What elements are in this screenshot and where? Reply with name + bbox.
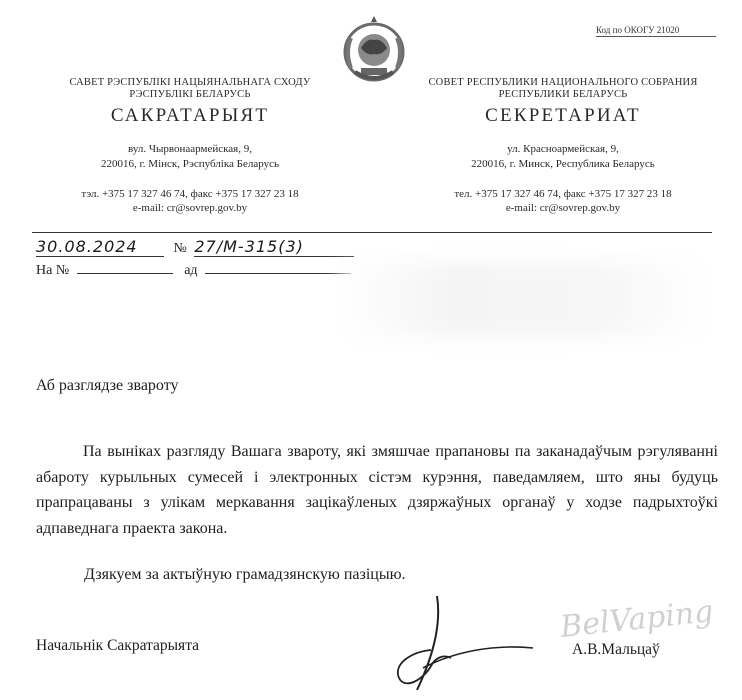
- header-belarusian: [40, 77, 340, 215]
- number-label: №: [173, 241, 187, 256]
- secretariat-title-be: САКРАТАРЫЯТ: [110, 105, 270, 126]
- contacts-be: тэл. +375 17 327 46 74, факс +375 17 327 23 18 e-mail: cr@sovrep.gov.by: [81, 188, 299, 214]
- watermark: BelVaping: [558, 594, 715, 645]
- okogu-code: Код по ОКОГУ 21020: [596, 25, 716, 37]
- org-name-be: САВЕТ РЭСПУБЛІКІ НАЦЫЯНАЛЬНАГА СХОДУ РЭСПУБЛІКІ БЕЛАРУСЬ: [69, 77, 311, 100]
- org-name-ru: СОВЕТ РЕСПУБЛИКИ НАЦИОНАЛЬНОГО СОБРАНИЯ РЕСПУБЛИКИ БЕЛАРУСЬ: [428, 77, 698, 100]
- state-emblem-icon: [341, 12, 407, 84]
- address-be: вул. Чырвонаармейская, 9, 220016, г. Мінск, Рэспубліка Беларусь: [101, 143, 279, 170]
- header-divider: [32, 232, 712, 233]
- reply-label: На №: [36, 263, 70, 278]
- secretariat-title-ru: СЕКРЕТАРИАТ: [485, 105, 641, 126]
- registration-line: [36, 237, 354, 257]
- reply-line: [36, 259, 351, 279]
- signatory-title: Начальнік Сакратарыята: [36, 637, 200, 654]
- signatory-name: А.В.Мальцаў: [572, 641, 660, 658]
- letter-subject: Аб разглядзе звароту: [36, 377, 179, 394]
- address-ru: ул. Красноармейская, 9, 220016, г. Минск, Республика Беларусь: [471, 143, 655, 170]
- letter-number: 27/М-315(3): [194, 237, 354, 257]
- contacts-ru: тел. +375 17 327 46 74, факс +375 17 327 23 18 e-mail: cr@sovrep.gov.by: [454, 188, 672, 214]
- reply-date-blank: [205, 259, 351, 274]
- reply-number-blank: [77, 259, 173, 274]
- letter-thanks: Дзякуем за актыўную грамадзянскую пазіцыю.: [84, 566, 406, 583]
- letter-body: Па выніках разгляду Вашага звароту, які змяшчае прапановы па заканадаўчым рэгуляванні абароту курыльных сумесей і электронных сістэм курэння, паведамляем, што яны будуць прапрацаваны з улікам меркавання зацікаўленых дзяржаўных органаў у ходзе падрыхтоўкі адпаведнага праекта закона.: [36, 443, 718, 537]
- reply-date-label: ад: [184, 263, 198, 278]
- header-russian: [408, 77, 718, 215]
- letter-date: 30.08.2024: [36, 237, 164, 257]
- redacted-address-block: [340, 262, 708, 337]
